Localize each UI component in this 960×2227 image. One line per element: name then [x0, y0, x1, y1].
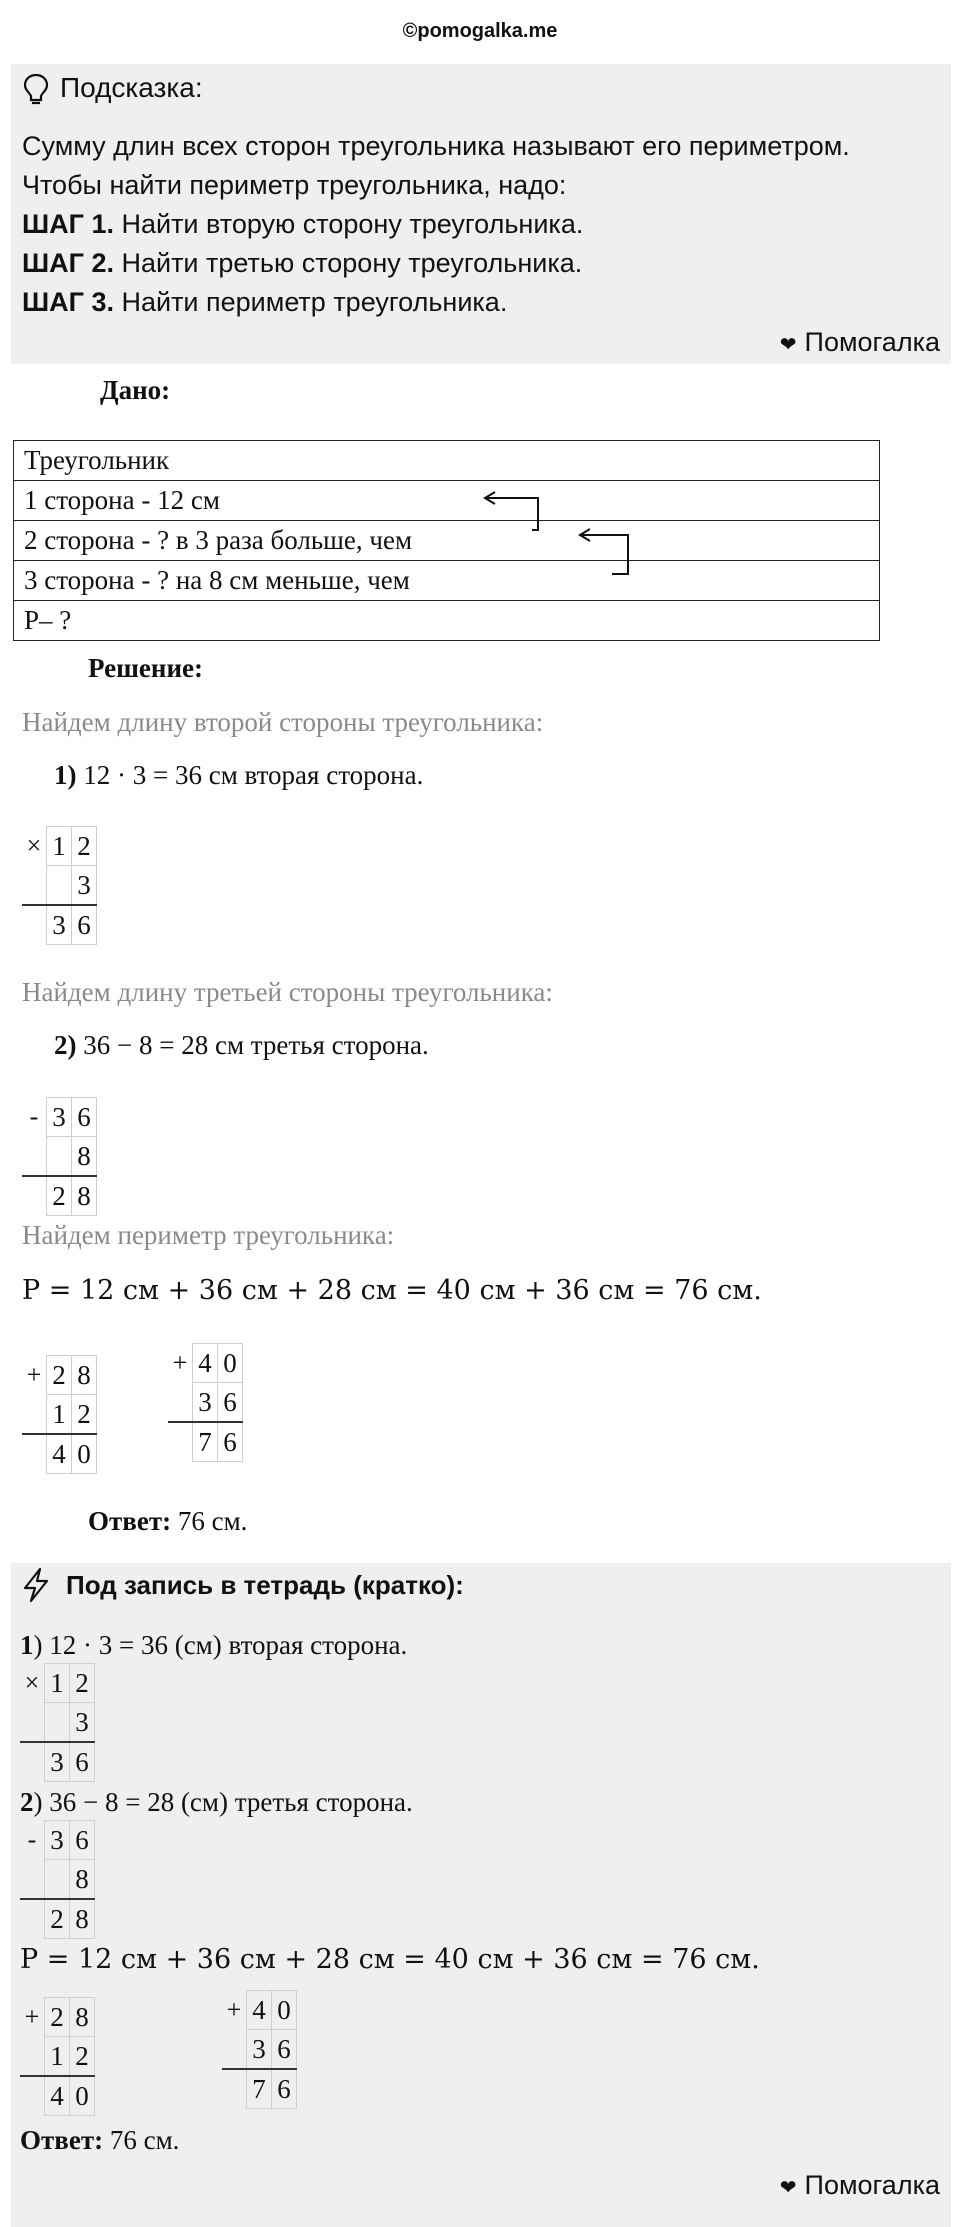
blank — [20, 2076, 45, 2116]
blank — [20, 1703, 45, 1743]
table-row — [14, 601, 880, 641]
blank — [20, 1742, 45, 1782]
step2-line — [54, 1030, 429, 1061]
blank — [22, 1395, 47, 1435]
digit: 2 — [70, 1664, 95, 1703]
digit: 2 — [45, 1899, 70, 1939]
digit: 8 — [70, 1860, 95, 1900]
given-row-1: 1 сторона - 12 см — [14, 481, 880, 521]
digit: 1 — [47, 827, 72, 866]
blank — [20, 2037, 45, 2077]
plus-sign: + — [26, 1360, 42, 1389]
blank — [22, 905, 47, 945]
digit: 6 — [70, 1821, 95, 1860]
step-number: 2 — [20, 1787, 34, 1817]
blank — [222, 2030, 247, 2070]
digit: 8 — [72, 1137, 97, 1177]
answer-value: 76 см. — [103, 2125, 180, 2155]
digit — [47, 866, 72, 906]
digit: 2 — [47, 1176, 72, 1216]
nb-add-calc-1 — [20, 1997, 95, 2116]
digit: 4 — [247, 1991, 272, 2030]
digit: 1 — [45, 2037, 70, 2077]
answer-label: Ответ: — [20, 2125, 104, 2155]
nb-sub-calc — [20, 1820, 95, 1939]
lightning-icon — [20, 1567, 52, 1607]
digit: 6 — [218, 1422, 243, 1462]
digit: 3 — [247, 2030, 272, 2070]
digit: 8 — [70, 1998, 95, 2037]
digit: 0 — [70, 2076, 95, 2116]
digit: 3 — [47, 1098, 72, 1137]
add-calc-1 — [22, 1355, 97, 1474]
digit: 8 — [72, 1176, 97, 1216]
step-label: ШАГ 3. — [22, 287, 114, 317]
step-text: Найти третью сторону треугольника. — [113, 248, 583, 278]
answer-value: 76 см. — [171, 1506, 248, 1536]
heart-icon: ❤ — [779, 332, 797, 356]
digit: 7 — [247, 2069, 272, 2109]
comparison-arrows — [0, 0, 960, 600]
digit: 3 — [72, 866, 97, 906]
notebook-title: Под запись в тетрадь (кратко): — [66, 1570, 464, 1600]
step-expression: ) 12 · 3 = 36 (см) вторая сторона. — [33, 1630, 408, 1660]
heart-icon: ❤ — [779, 2175, 797, 2199]
digit: 3 — [70, 1703, 95, 1743]
step-text: Найти периметр треугольника. — [113, 287, 508, 317]
hint-line-1: Сумму длин всех сторон треугольника называют его периметром. — [22, 131, 850, 161]
blank — [168, 1422, 193, 1462]
answer-label: Ответ: — [88, 1506, 172, 1536]
digit: 3 — [47, 905, 72, 945]
digit: 1 — [45, 1664, 70, 1703]
digit: 2 — [45, 1998, 70, 2037]
digit: 3 — [193, 1383, 218, 1423]
nb-step2-line — [20, 1787, 413, 1818]
digit: 6 — [70, 1742, 95, 1782]
sub-calc — [22, 1097, 97, 1216]
given-row-2: 2 сторона - ? в 3 раза больше, чем — [14, 521, 880, 561]
digit: 6 — [72, 905, 97, 945]
blank — [22, 1137, 47, 1177]
digit: 4 — [45, 2076, 70, 2116]
digit: 1 — [47, 1395, 72, 1435]
minus-sign: - — [29, 1102, 39, 1131]
nb-answer-line — [20, 2125, 179, 2156]
digit: 0 — [72, 1434, 97, 1474]
step-expression: ) 36 − 8 = 28 (см) третья сторона. — [33, 1787, 413, 1817]
digit: 6 — [272, 2069, 297, 2109]
multiply-sign: × — [26, 831, 42, 860]
step-number: 1 — [20, 1630, 34, 1660]
nb-add-calc-2 — [222, 1990, 297, 2109]
digit — [47, 1137, 72, 1177]
digit: 2 — [47, 1356, 72, 1395]
digit: 6 — [72, 1098, 97, 1137]
digit — [45, 1860, 70, 1900]
given-row-3: 3 сторона - ? на 8 см меньше, чем — [14, 561, 880, 601]
step-number: 2) — [54, 1030, 77, 1060]
step2-caption: Найдем длину третьей стороны треугольника: — [22, 977, 553, 1007]
digit: 8 — [70, 1899, 95, 1939]
step-number: 1) — [54, 760, 77, 790]
digit: 8 — [72, 1356, 97, 1395]
step-expression: 36 − 8 = 28 см третья сторона. — [76, 1030, 429, 1060]
step3-caption: Найдем периметр треугольника: — [22, 1220, 395, 1250]
step1-caption: Найдем длину второй стороны треугольника: — [22, 707, 544, 737]
answer-line — [88, 1506, 247, 1537]
digit: 0 — [272, 1991, 297, 2030]
hint-brand: ❤ Помогалка — [779, 327, 940, 357]
plus-sign: + — [172, 1348, 188, 1377]
notebook-brand: ❤ Помогалка — [779, 2170, 940, 2200]
plus-sign: + — [226, 1995, 242, 2024]
blank — [22, 1434, 47, 1474]
step-label: ШАГ 2. — [22, 248, 114, 278]
blank — [222, 2069, 247, 2109]
digit: 6 — [218, 1383, 243, 1423]
step-expression: 12 · 3 = 36 см вторая сторона. — [76, 760, 424, 790]
blank — [22, 866, 47, 906]
digit: 3 — [45, 1742, 70, 1782]
blank — [20, 1899, 45, 1939]
hint-line-2: Чтобы найти периметр треугольника, надо: — [22, 170, 567, 200]
digit: 2 — [72, 827, 97, 866]
hint-title: Подсказка: — [60, 72, 203, 103]
blank — [168, 1383, 193, 1423]
given-row-0: Треугольник — [14, 441, 880, 481]
minus-sign: - — [27, 1825, 37, 1854]
digit: 4 — [193, 1344, 218, 1383]
digit: 4 — [47, 1434, 72, 1474]
plus-sign: + — [24, 2002, 40, 2031]
blank — [22, 1176, 47, 1216]
digit: 0 — [218, 1344, 243, 1383]
step-label: ШАГ 1. — [22, 209, 114, 239]
digit: 7 — [193, 1422, 218, 1462]
digit — [45, 1703, 70, 1743]
multiply-sign: × — [24, 1668, 40, 1697]
solution-title: Решение: — [88, 653, 203, 683]
perimeter-formula: Р = 12 см + 36 см + 28 см = 40 см + 36 см = 76 см. — [22, 1275, 762, 1306]
add-calc-2 — [168, 1343, 243, 1462]
site-name: ©pomogalka.me — [402, 20, 558, 42]
digit: 6 — [272, 2030, 297, 2070]
given-title: Дано: — [100, 375, 171, 405]
nb-mul-calc — [20, 1663, 95, 1782]
digit: 3 — [45, 1821, 70, 1860]
given-row-4: Р– ? — [14, 601, 880, 641]
nb-step1-line — [20, 1630, 407, 1661]
step1-line — [54, 760, 423, 791]
nb-perimeter-formula: Р = 12 см + 36 см + 28 см = 40 см + 36 см = 76 см. — [20, 1944, 760, 1975]
blank — [20, 1860, 45, 1900]
digit: 2 — [72, 1395, 97, 1435]
step-text: Найти вторую сторону треугольника. — [113, 209, 584, 239]
digit: 2 — [70, 2037, 95, 2077]
mul-calc — [22, 826, 97, 945]
